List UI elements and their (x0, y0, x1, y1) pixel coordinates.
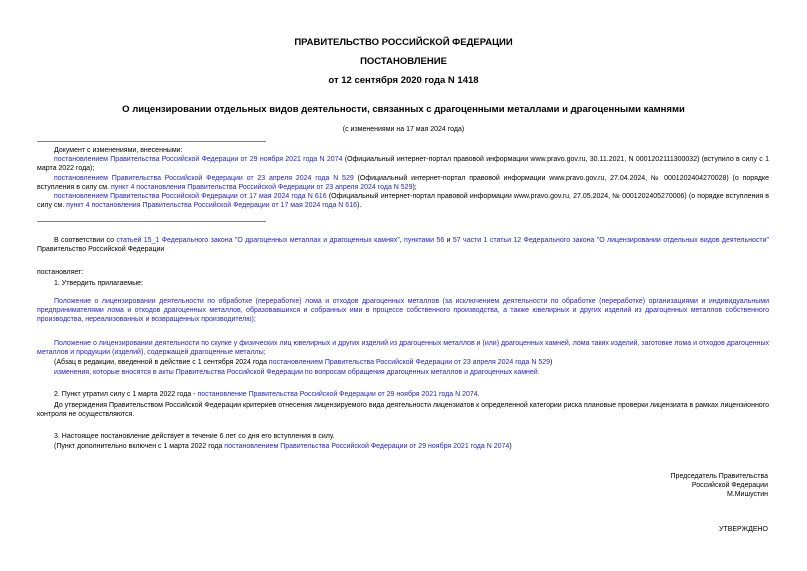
approved-label: УТВЕРЖДЕНО (718, 526, 768, 533)
item-2-link[interactable]: постановление Правительства Российской Федерации от 29 ноября 2021 года N 2074 (197, 391, 478, 398)
signature-name: М.Мишустин (726, 491, 768, 498)
change-link[interactable]: постановлением Правительства Российской Федерации от 23 апреля 2024 года N 529 (54, 174, 354, 182)
changes-intro: Документ с изменениями, внесенными: (54, 147, 183, 154)
changes-act-link[interactable]: изменения, которые вносятся в акты Правительства Российской Федерации по вопросам обращения драгоценных металлов и драгоценных камней. (54, 369, 540, 376)
law-link[interactable]: 57 части 1 статьи 12 Федерального закона "О лицензировании отдельных видов деятельности" (452, 237, 770, 244)
divider-top (37, 141, 266, 142)
item-2: 2. Пункт утратил силу с 1 марта 2022 года - постановление Правительства Российской Федерации от 29 ноября 2021 года N 2074. (54, 391, 480, 398)
abzac-note: (Абзац в редакции, введенной в действие с 1 сентября 2024 года постановлением Правительства Российской Федерации от 23 апреля 2024 года N 529) (54, 359, 553, 366)
item-3-note: (Пункт дополнительно включен с 1 марта 2022 года постановлением Правительства Российской Федерации от 29 ноября 2021 года N 2074) (54, 443, 512, 450)
law-link[interactable]: пунктами 56 (404, 237, 445, 244)
decides-text: постановляет: (37, 269, 84, 276)
document-type: ПОСТАНОВЛЕНИЕ (360, 56, 447, 67)
change-item: постановлением Правительства Российской Федерации от 23 апреля 2024 года N 529 (Официальный интернет-портал правовой информации www.pravo.gov.ru, 27.04.2024, № 0001202404270028) (о порядке вступления в силу см. пункт 4 постановления Правительства Российской Федерации от 23 апреля 2024 года N 529); (37, 174, 769, 191)
note-link[interactable]: постановлением Правительства Российской Федерации от 23 апреля 2024 года N 529 (268, 359, 550, 366)
signature-org: Российской Федерации (691, 482, 768, 489)
basis-paragraph: В соответствии со статьей 15_1 Федерального закона "О драгоценных металлах и драгоценных камнях", пунктами 56 и 57 части 1 статьи 12 Федерального закона "О лицензировании отдельных видов деятельности" Правительство Российской Федерации (37, 237, 770, 254)
law-link[interactable]: статьей 15_1 Федерального закона "О драгоценных металлах и драгоценных камнях" (116, 237, 400, 244)
change-link[interactable]: пункт 4 постановления Правительства Российской Федерации от 17 мая 2024 года N 616 (66, 202, 357, 210)
approved-regulation-1-link[interactable]: Положение о лицензировании деятельности по обработке (переработке) лома и отходов драгоценных металлов (за исключением деятельности по обработке (переработке) организациями и индивидуальными предпринимателями лома и отходов драгоценных металлов, образовавшихся и собранных ими в процессе собственного производства, а также ювелирных и других изделий из драгоценных металлов собственного производства, нереализованных и возвращенных производителю); (37, 298, 769, 324)
document-title: О лицензировании отдельных видов деятельности, связанных с драгоценными металлами и драгоценными камнями (122, 104, 685, 115)
government-header: ПРАВИТЕЛЬСТВО РОССИЙСКОЙ ФЕДЕРАЦИИ (294, 37, 513, 48)
change-item: постановлением Правительства Российской Федерации от 29 ноября 2021 года N 2074 (Официальный интернет-портал правовой информации www.pravo.gov.ru, 30.11.2021, N 0001202111300032) (вступило в силу с 1 марта 2022 года); (37, 156, 769, 173)
change-link[interactable]: постановлением Правительства Российской Федерации от 17 мая 2024 года N 616 (54, 193, 327, 201)
document-subtitle: (с изменениями на 17 мая 2024 года) (342, 126, 465, 133)
change-link[interactable]: пункт 4 постановления Правительства Российской Федерации от 23 апреля 2024 года N 529 (111, 183, 413, 191)
document-date-number: от 12 сентября 2020 года N 1418 (328, 75, 479, 86)
divider-bottom (37, 221, 266, 222)
signature-position: Председатель Правительства (670, 473, 768, 480)
item-2-paragraph: До утверждения Правительством Российской Федерации критериев отнесения лицензируемого вида деятельности лицензиатов к определенной категории риска плановые проверки лицензиата в рамках лицензионного контроля не осуществляются. (37, 402, 769, 419)
item-3-note-link[interactable]: постановлением Правительства Российской Федерации от 29 ноября 2021 года N 2074 (224, 443, 510, 450)
item-1: 1. Утвердить прилагаемые: (54, 280, 143, 287)
signature-block (671, 472, 768, 499)
changes-block (37, 146, 769, 210)
change-link[interactable]: постановлением Правительства Российской Федерации от 29 ноября 2021 года N 2074 (54, 156, 343, 164)
item-3: 3. Настоящее постановление действует в течение 6 лет со дня его вступления в силу. (54, 433, 335, 440)
approved-regulation-2-link[interactable]: Положение о лицензировании деятельности по скупке у физических лиц ювелирных и других изделий из драгоценных металлов и (или) драгоценных камней, лома таких изделий, заготовке лома и отходов драгоценных металлов и продукции (изделий), содержащей драгоценные металлы; (37, 340, 769, 357)
change-item: постановлением Правительства Российской Федерации от 17 мая 2024 года N 616 (Официальный интернет-портал правовой информации www.pravo.gov.ru, 27.05.2024, № 0001202405270006) (о порядке вступления в силу см. пункт 4 постановления Правительства Российской Федерации от 17 мая 2024 года N 616). (37, 193, 769, 210)
